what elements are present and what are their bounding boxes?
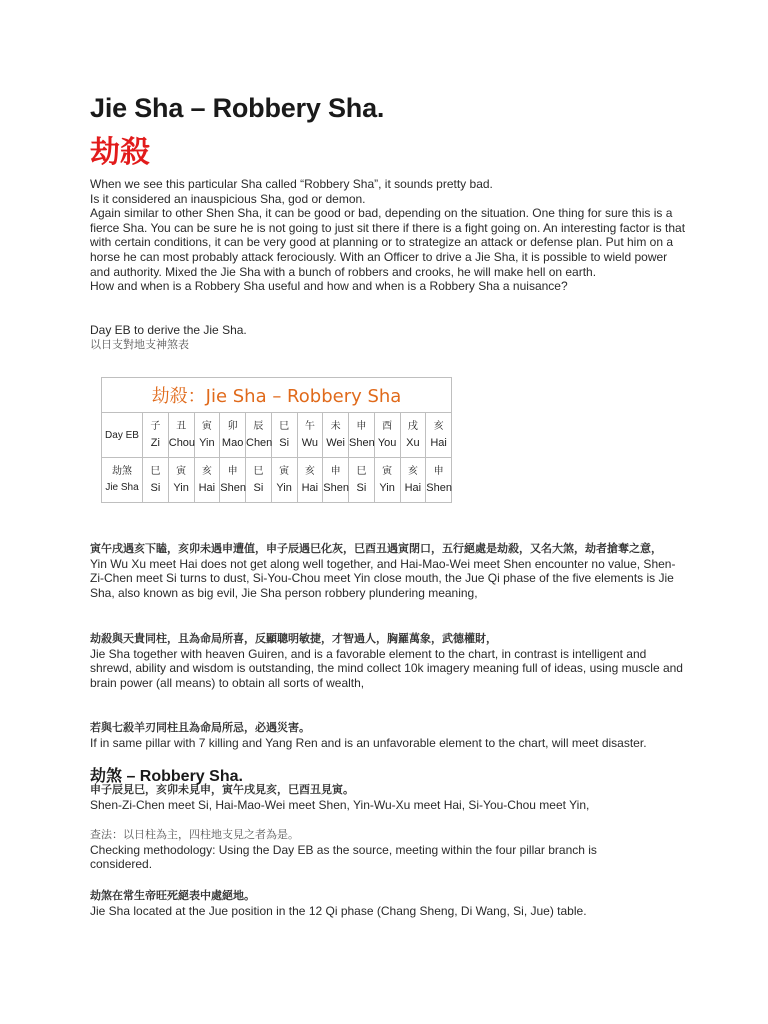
table-cell (297, 458, 323, 503)
cell-cjk: 申 (356, 421, 367, 432)
table-cell (323, 458, 349, 503)
table-cell (297, 413, 323, 458)
derive-cjk: 以日支對地支神煞表 (90, 337, 189, 351)
cell-cjk: 子 (150, 421, 161, 432)
derive-en: Day EB to derive the Jie Sha. (90, 323, 247, 337)
cell-en: Hai (198, 482, 216, 494)
cell-cjk: 申 (433, 466, 444, 477)
row-label-en: Jie Sha (105, 482, 139, 493)
table-cell (426, 458, 452, 503)
cell-en: Chen (246, 437, 273, 449)
cell-en: Zi (150, 437, 160, 449)
cell-cjk: 酉 (382, 421, 393, 432)
cell-en: Shen (323, 482, 349, 494)
section-1-en: Yin Wu Xu meet Hai does not get along well together, and Hai-Mao-Wei meet Shen encounter no value, Shen-Zi-Chen meet Si turns to dust, Si-You-Chou meet Yin close mouth, the Jue Qi phase of the five elements is Jie Sha, also known as big evil, Jie Sha person robbery plundering meaning, (90, 556, 676, 600)
cell-en: Si (253, 482, 264, 494)
table-row-day-eb (102, 413, 452, 458)
intro-line: When we see this particular Sha called “Robbery Sha”, it sounds pretty bad. (90, 177, 493, 191)
section-5-cjk: 查法：以日柱為主，四柱地支見之者為是。 (90, 828, 299, 841)
section-1-cjk: 寅午戌遇亥下瞌，亥卯未遇申遭值，申子辰遇巳化灰，巳酉丑遇寅閉口，五行絕處是劫殺，又名大煞，劫者搶奪之意， (90, 542, 662, 555)
cell-en: Yin (276, 482, 292, 494)
section-1 (90, 542, 688, 600)
intro-line: Again similar to other Shen Sha, it can be good or bad, depending on the situation. One thing for sure this is a fierce Sha. You can be sure he is not going to just sit there if there is a fight going on. An interesting factor is that with certain conditions, it can be very good at planning or to strategize an attack or defense plan. Put him on a horse he can most probably attack ferociously. With an Officer to drive a Jie Sha, it is possible to wield power and authority. Mixed the Jie Sha with a bunch of robbers and crooks, he will make hell on earth. (90, 206, 686, 279)
cell-en: Yin (199, 437, 215, 449)
cell-cjk: 卯 (227, 421, 238, 432)
cell-en: Si (150, 482, 161, 494)
table-cell (400, 458, 426, 503)
cell-cjk: 亥 (433, 421, 444, 432)
cell-cjk: 巳 (253, 466, 264, 477)
cell-cjk: 寅 (382, 466, 393, 477)
table-cell (220, 413, 246, 458)
cell-en: Wu (301, 437, 319, 449)
cell-en: Si (279, 437, 290, 449)
section-4 (90, 783, 688, 812)
table-cell (220, 458, 246, 503)
table-cell (143, 458, 169, 503)
cell-en: Xu (406, 437, 420, 449)
cell-cjk: 巳 (356, 466, 367, 477)
table-cell (194, 458, 220, 503)
section-heading-cjk: 劫煞 (90, 766, 123, 785)
table-row-jie-sha (102, 458, 452, 503)
table-cell (246, 458, 272, 503)
section-2-en: Jie Sha together with heaven Guiren, and is a favorable element to the chart, in contrast is intelligent and shrewd, ability and wisdom is outstanding, the mind collect 10k imagery meaning full of ideas, using muscle and brain power (all means) to obtain all sorts of wealth, (90, 646, 683, 690)
table-cell (168, 458, 194, 503)
cell-cjk: 巳 (279, 421, 290, 432)
cell-en: Mao (221, 437, 244, 449)
cell-cjk: 寅 (201, 421, 212, 432)
cell-en: Hai (430, 437, 447, 449)
table-cell (194, 413, 220, 458)
cell-cjk: 未 (330, 421, 341, 432)
cell-cjk: 亥 (407, 466, 418, 477)
cell-en: Shen (220, 482, 246, 494)
row-label-day-eb: Day EB (102, 413, 143, 458)
cell-en: Yin (379, 482, 395, 494)
page-title-cjk: 劫殺 (90, 135, 150, 170)
cell-cjk: 丑 (176, 421, 187, 432)
section-6-en: Jie Sha located at the Jue position in the 12 Qi phase (Chang Sheng, Di Wang, Si, Jue) table. (90, 903, 587, 918)
cell-en: Shen (426, 482, 452, 494)
table-cell (426, 413, 452, 458)
intro-line: How and when is a Robbery Sha useful and how and when is a Robbery Sha a nuisance? (90, 279, 568, 294)
cell-en: You (377, 437, 397, 449)
cell-cjk: 巳 (150, 466, 161, 477)
table-cell (349, 458, 375, 503)
cell-en: Yin (173, 482, 189, 494)
section-5 (90, 828, 640, 872)
cell-cjk: 寅 (176, 466, 187, 477)
table-cell (374, 413, 400, 458)
section-4-cjk: 申子辰見巳，亥卯未見申，寅午戌見亥，巳酉丑見寅。 (90, 783, 354, 796)
section-3 (90, 721, 688, 750)
cell-cjk: 申 (227, 466, 238, 477)
cell-cjk: 辰 (253, 421, 264, 432)
row-label-cjk: 劫煞 (112, 466, 132, 477)
section-5-en: Checking methodology: Using the Day EB as the source, meeting within the four pillar branch is considered. (90, 842, 597, 872)
cell-en: Chou (168, 437, 196, 449)
cell-en: Wei (326, 437, 345, 449)
cell-en: Hai (404, 482, 422, 494)
section-6-cjk: 劫煞在常生帝旺死絕表中處絕地。 (90, 889, 255, 902)
table-cell (271, 413, 297, 458)
intro-paragraph (90, 177, 688, 294)
cell-en: Shen (349, 437, 375, 449)
table-cell (349, 413, 375, 458)
table-cell (271, 458, 297, 503)
intro-line: Is it considered an inauspicious Sha, god or demon. (90, 191, 366, 206)
row-label-jie-sha (102, 458, 143, 503)
section-2 (90, 632, 688, 690)
section-6 (90, 889, 688, 918)
cell-cjk: 寅 (279, 466, 290, 477)
cell-cjk: 戌 (407, 421, 418, 432)
cell-cjk: 亥 (304, 466, 315, 477)
table-cell (323, 413, 349, 458)
jie-sha-table-image (101, 377, 452, 501)
table-header: 劫殺：Jie Sha – Robbery Sha (101, 377, 452, 412)
cell-cjk: 亥 (201, 466, 212, 477)
derive-note (90, 323, 247, 352)
cell-cjk: 午 (304, 421, 315, 432)
jie-sha-table (101, 412, 452, 503)
table-cell (143, 413, 169, 458)
page-title: Jie Sha – Robbery Sha. (90, 93, 385, 123)
cell-en: Si (356, 482, 367, 494)
table-cell (246, 413, 272, 458)
section-3-cjk: 若與七殺羊刃同柱且為命局所忌，必遇災害。 (90, 721, 310, 734)
table-cell (400, 413, 426, 458)
table-cell (168, 413, 194, 458)
section-4-en: Shen-Zi-Chen meet Si, Hai-Mao-Wei meet Shen, Yin-Wu-Xu meet Hai, Si-You-Chou meet Yin, (90, 797, 590, 812)
table-cell (374, 458, 400, 503)
section-heading-en: – Robbery Sha. (122, 768, 243, 785)
section-3-en: If in same pillar with 7 killing and Yang Ren and is an unfavorable element to the chart, will meet disaster. (90, 735, 647, 750)
cell-en: Hai (301, 482, 319, 494)
section-2-cjk: 劫殺與天貴同柱，且為命局所喜，反顯聰明敏捷，才智過人，胸羅萬象，武德權財， (90, 632, 497, 645)
cell-cjk: 申 (330, 466, 341, 477)
